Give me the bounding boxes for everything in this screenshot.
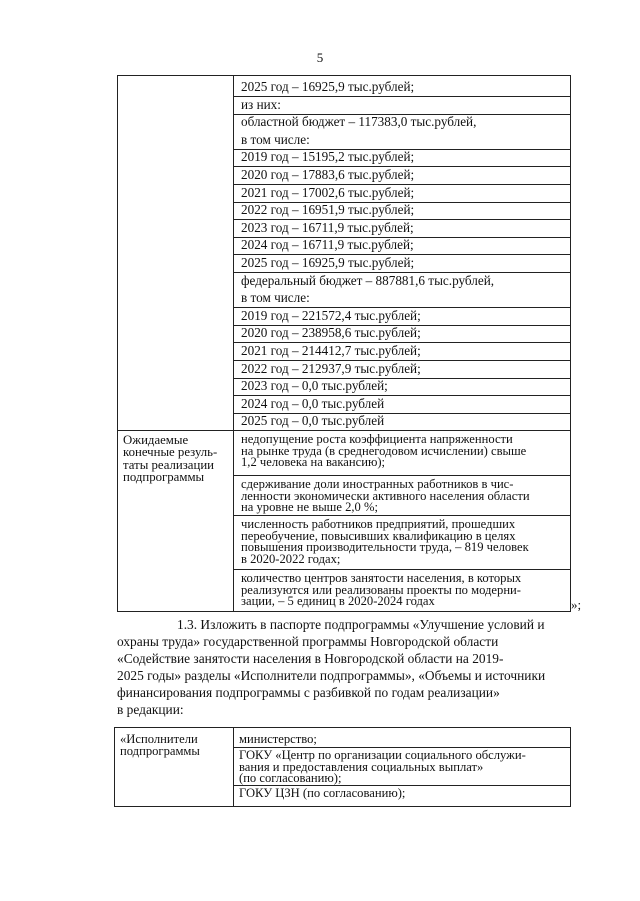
result-line: в 2020-2022 годах; xyxy=(241,551,341,566)
paragraph-line: в редакции: xyxy=(117,701,184,717)
paragraph-line: «Содействие занятости населения в Новгородской области на 2019- xyxy=(117,650,504,666)
row-separator xyxy=(233,515,570,516)
financing-line: из них: xyxy=(241,96,281,112)
executor-line: министерство; xyxy=(239,732,317,746)
paragraph-line: финансирования подпрограммы с разбивкой по годам реализации» xyxy=(117,684,500,700)
financing-line: 2021 год – 214412,7 тыс.рублей; xyxy=(241,343,421,358)
result-line: переобучение, повысивших квалификацию в целях xyxy=(241,528,516,543)
result-line: повышения производительности труда, – 819 человек xyxy=(241,540,529,555)
table-column-divider xyxy=(233,728,234,806)
page-number: 5 xyxy=(316,50,324,65)
executor-line: ГОКУ ЦЗН (по согласованию); xyxy=(239,786,406,800)
closing-quote: »; xyxy=(571,597,582,612)
result-line: 1,2 человека на вакансию); xyxy=(241,455,386,470)
paragraph-line: 2025 годы» разделы «Исполнители подпрограммы», «Объемы и источники xyxy=(117,667,546,683)
financing-line: 2024 год – 16711,9 тыс.рублей; xyxy=(241,237,414,253)
result-line: реализуются или реализованы проекты по модерни- xyxy=(241,582,521,597)
row-separator xyxy=(233,569,570,570)
result-line: зации, – 5 единиц в 2020-2024 годах xyxy=(241,594,435,609)
paragraph-line: охраны труда» государственной программы Новгородской области xyxy=(117,633,499,649)
financing-line: в том числе: xyxy=(241,131,310,147)
executor-line: ГОКУ «Центр по организации социального обслужи- xyxy=(239,748,526,762)
result-line: на рынке труда (в среднегодовом исчислении) свыше xyxy=(241,443,527,458)
row-separator xyxy=(233,475,570,476)
financing-line: в том числе: xyxy=(241,290,310,306)
executor-line: вания и предоставления социальных выплат» xyxy=(239,759,484,774)
paragraph-line: 1.3. Изложить в паспорте подпрограммы «Улучшение условий и xyxy=(177,617,545,632)
financing-line: 2025 год – 16925,9 тыс.рублей; xyxy=(241,255,415,270)
financing-line: 2025 год – 16925,9 тыс.рублей; xyxy=(241,79,415,94)
executor-line: (по согласованию); xyxy=(239,771,342,786)
financing-line: 2019 год – 15195,2 тыс.рублей; xyxy=(241,149,415,165)
financing-line: 2024 год – 0,0 тыс.рублей xyxy=(241,395,385,411)
financing-line: 2025 год – 0,0 тыс.рублей xyxy=(241,413,385,429)
result-line: ленности экономически активного населения области xyxy=(241,488,530,503)
financing-line: 2023 год – 16711,9 тыс.рублей; xyxy=(241,219,414,235)
table-row-divider xyxy=(118,430,570,431)
financing-line: федеральный бюджет – 887881,6 тыс.рублей, xyxy=(241,272,495,288)
result-line: численность работников предприятий, прошедших xyxy=(241,517,516,531)
financing-line: 2023 год – 0,0 тыс.рублей; xyxy=(241,378,388,394)
financing-table xyxy=(117,75,571,612)
result-line: на уровне не выше 2,0 %; xyxy=(241,500,378,515)
result-line: недопущение роста коэффициента напряженности xyxy=(241,432,513,446)
financing-line: областной бюджет – 117383,0 тыс.рублей, xyxy=(241,114,477,130)
financing-line: 2020 год – 238958,6 тыс.рублей; xyxy=(241,325,421,341)
results-label: Ожидаемые конечные резуль- таты реализации подпрограммы xyxy=(123,433,218,485)
result-line: количество центров занятости населения, в которых xyxy=(241,571,522,585)
row-separator xyxy=(233,96,570,97)
financing-line: 2022 год – 212937,9 тыс.рублей; xyxy=(241,360,421,376)
financing-line: 2020 год – 17883,6 тыс.рублей; xyxy=(241,167,415,182)
result-line: сдерживание доли иностранных работников в чис- xyxy=(241,477,514,491)
table-column-divider xyxy=(233,76,234,611)
financing-line: 2022 год – 16951,9 тыс.рублей; xyxy=(241,202,415,218)
financing-line: 2021 год – 17002,6 тыс.рублей; xyxy=(241,184,415,200)
executors-table xyxy=(114,727,571,807)
executors-label: «Исполнители подпрограммы xyxy=(120,732,200,758)
financing-line: 2019 год – 221572,4 тыс.рублей; xyxy=(241,307,421,323)
